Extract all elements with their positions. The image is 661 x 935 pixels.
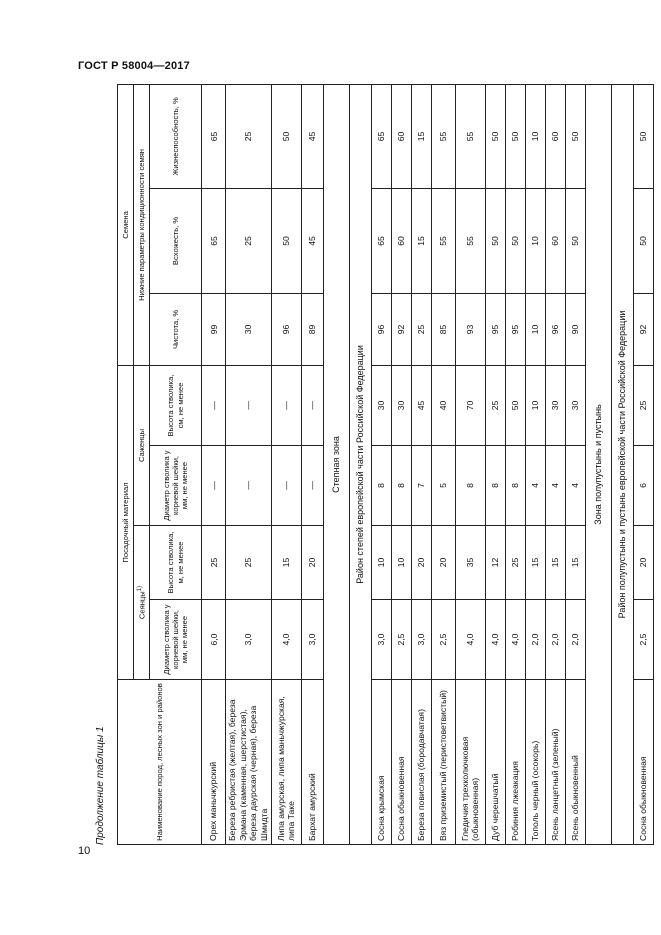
value-cell: — [271,365,301,445]
table-row [545,84,565,844]
value-cell: 10 [525,293,545,365]
table-caption: Продолжение таблицы 1 [95,726,106,845]
value-cell: 96 [271,293,301,365]
value-cell: 6 [633,446,653,526]
table-row [391,84,411,844]
value-cell: 25 [226,188,272,293]
value-cell: 15 [565,526,585,600]
value-cell: 30 [371,365,391,445]
species-name: Липа амурская, липа маньчжурская, липа Таке [271,680,301,845]
species-name: Тополь черный (осокорь) [525,680,545,845]
species-name: Ясень обыкновенный [565,680,585,845]
value-cell: 92 [391,293,411,365]
zone-row [323,84,349,844]
value-cell: 70 [455,365,485,445]
value-cell: 90 [565,293,585,365]
header-viability: Жизнеспособность, % [150,84,202,188]
value-cell: — [202,446,226,526]
value-cell: 15 [271,526,301,600]
value-cell: 4 [525,446,545,526]
value-cell: 96 [371,293,391,365]
rotated-table-page [95,85,649,845]
value-cell: 60 [391,188,411,293]
value-cell: 60 [545,188,565,293]
value-cell: 15 [525,526,545,600]
table-row [226,84,272,844]
district-heading: Район степей европейской части Российской Федерации [349,84,371,844]
value-cell: 55 [431,84,455,188]
table-row [301,84,323,844]
value-cell: 8 [391,446,411,526]
value-cell: 25 [202,526,226,600]
value-cell: 3,0 [301,600,323,680]
species-name: Ясень ланцетный (зеленый) [545,680,565,845]
value-cell: 10 [391,526,411,600]
table-row [202,84,226,844]
value-cell: — [226,446,272,526]
value-cell: 12 [485,526,505,600]
value-cell: 15 [411,84,431,188]
standard-designation: ГОСТ Р 58004—2017 [78,60,190,72]
value-cell: 95 [505,293,525,365]
value-cell: 25 [226,526,272,600]
table-row [505,84,525,844]
value-cell: 50 [565,84,585,188]
value-cell: 45 [411,365,431,445]
value-cell: 25 [505,526,525,600]
value-cell: 60 [545,84,565,188]
value-cell: 89 [301,293,323,365]
value-cell: 55 [455,188,485,293]
value-cell: 50 [505,188,525,293]
value-cell: 15 [545,526,565,600]
table-row [371,84,391,844]
value-cell: 2,5 [633,600,653,680]
value-cell: 40 [431,365,455,445]
value-cell: 65 [371,188,391,293]
footnote-marker: 1) [136,585,143,592]
value-cell: 8 [485,446,505,526]
species-name: Сосна крымская [371,680,391,845]
value-cell: — [226,365,272,445]
value-cell: 93 [455,293,485,365]
value-cell: 99 [202,293,226,365]
species-name: Береза повислая (бородавчатая) [411,680,431,845]
species-name: Орех маньчжурский [202,680,226,845]
value-cell: 10 [525,188,545,293]
value-cell: 7 [411,446,431,526]
species-name: Дуб черешчатый [485,680,505,845]
value-cell: 25 [633,365,653,445]
value-cell: 45 [301,84,323,188]
district-heading: Район полупустынь и пустынь европейской части Российской Федерации [611,84,633,844]
value-cell: 3,0 [371,600,391,680]
value-cell: 55 [431,188,455,293]
zone-heading: Зона полупустынь и пустынь [585,84,611,844]
header-name-column: Наименование пород, лесных зон и районов [118,680,202,845]
table-row [455,84,485,844]
species-name: Сосна обыкновенная [391,680,411,845]
value-cell: — [301,446,323,526]
value-cell: 35 [455,526,485,600]
district-row [349,84,371,844]
value-cell: 3,0 [411,600,431,680]
table-row [485,84,505,844]
header-seedling-height: Высота стволика, м, не менее [150,526,202,600]
value-cell: 85 [431,293,455,365]
header-planting-material: Посадочный материал [118,365,134,679]
value-cell: 45 [301,188,323,293]
value-cell: 10 [371,526,391,600]
header-sapling-height: Высота стволика, см, не менее [150,365,202,445]
value-cell: — [271,446,301,526]
value-cell: 8 [505,446,525,526]
value-cell: 30 [226,293,272,365]
value-cell: 4,0 [455,600,485,680]
value-cell: 4 [545,446,565,526]
value-cell: 4,0 [505,600,525,680]
value-cell: 96 [545,293,565,365]
value-cell: 50 [485,188,505,293]
value-cell: — [202,365,226,445]
value-cell: 10 [525,84,545,188]
species-name: Береза ребристая (желтая), береза Эрмана (каменная, шерстистая), береза даурская (черная), береза Шмидта [226,680,272,845]
value-cell: 20 [431,526,455,600]
table-row [525,84,545,844]
species-name: Сосна обыкновенная [633,680,653,845]
value-cell: 4 [565,446,585,526]
standards-table [117,84,654,845]
value-cell: 65 [202,84,226,188]
value-cell: 50 [505,84,525,188]
value-cell: 20 [633,526,653,600]
value-cell: 4,0 [485,600,505,680]
value-cell: 2,0 [525,600,545,680]
value-cell: 25 [485,365,505,445]
value-cell: 50 [505,365,525,445]
species-name: Вяз приземистый (перистоветвистый) [431,680,455,845]
header-germination: Всхожесть, % [150,188,202,293]
value-cell: 60 [391,84,411,188]
value-cell: — [301,365,323,445]
value-cell: 30 [565,365,585,445]
value-cell: 25 [411,293,431,365]
zone-row [585,84,611,844]
value-cell: 95 [485,293,505,365]
value-cell: 30 [391,365,411,445]
value-cell: 2,5 [391,600,411,680]
page-number: 10 [78,845,91,857]
table-body [202,84,654,844]
value-cell: 20 [411,526,431,600]
header-seeds: Семена [118,84,134,365]
species-name: Бархат амурский [301,680,323,845]
header-sapling-diameter: Диаметр стволика у корневой шейки, мм, не менее [150,446,202,526]
header-saplings: Саженцы [134,365,150,525]
value-cell: 4,0 [271,600,301,680]
value-cell: 5 [431,446,455,526]
table-row [411,84,431,844]
header-seed-parameters: Нижние параметры кондиционности семян [134,84,150,365]
value-cell: 15 [411,188,431,293]
table-row [565,84,585,844]
value-cell: 50 [271,84,301,188]
value-cell: 3,0 [226,600,272,680]
value-cell: 30 [545,365,565,445]
value-cell: 92 [633,293,653,365]
value-cell: 8 [371,446,391,526]
value-cell: 20 [301,526,323,600]
value-cell: 55 [455,84,485,188]
zone-heading: Степная зона [323,84,349,844]
value-cell: 10 [525,365,545,445]
table-row [271,84,301,844]
value-cell: 65 [202,188,226,293]
value-cell: 8 [455,446,485,526]
table-row [431,84,455,844]
district-row [611,84,633,844]
value-cell: 65 [371,84,391,188]
value-cell: 50 [633,188,653,293]
value-cell: 2,0 [565,600,585,680]
value-cell: 6,0 [202,600,226,680]
species-name: Гледичия трехколючковая (обыкновенная) [455,680,485,845]
value-cell: 50 [565,188,585,293]
header-seedlings: Сеянцы$^{1)}$ [134,526,150,680]
value-cell: 50 [485,84,505,188]
header-seedling-diameter: Диаметр стволика у корневой шейки, мм, не менее [150,600,202,680]
table-row [633,84,653,844]
value-cell: 2,0 [545,600,565,680]
value-cell: 50 [633,84,653,188]
value-cell: 50 [271,188,301,293]
header-purity: Чистота, % [150,293,202,365]
value-cell: 25 [226,84,272,188]
species-name: Робиния лжеакация [505,680,525,845]
value-cell: 2,5 [431,600,455,680]
